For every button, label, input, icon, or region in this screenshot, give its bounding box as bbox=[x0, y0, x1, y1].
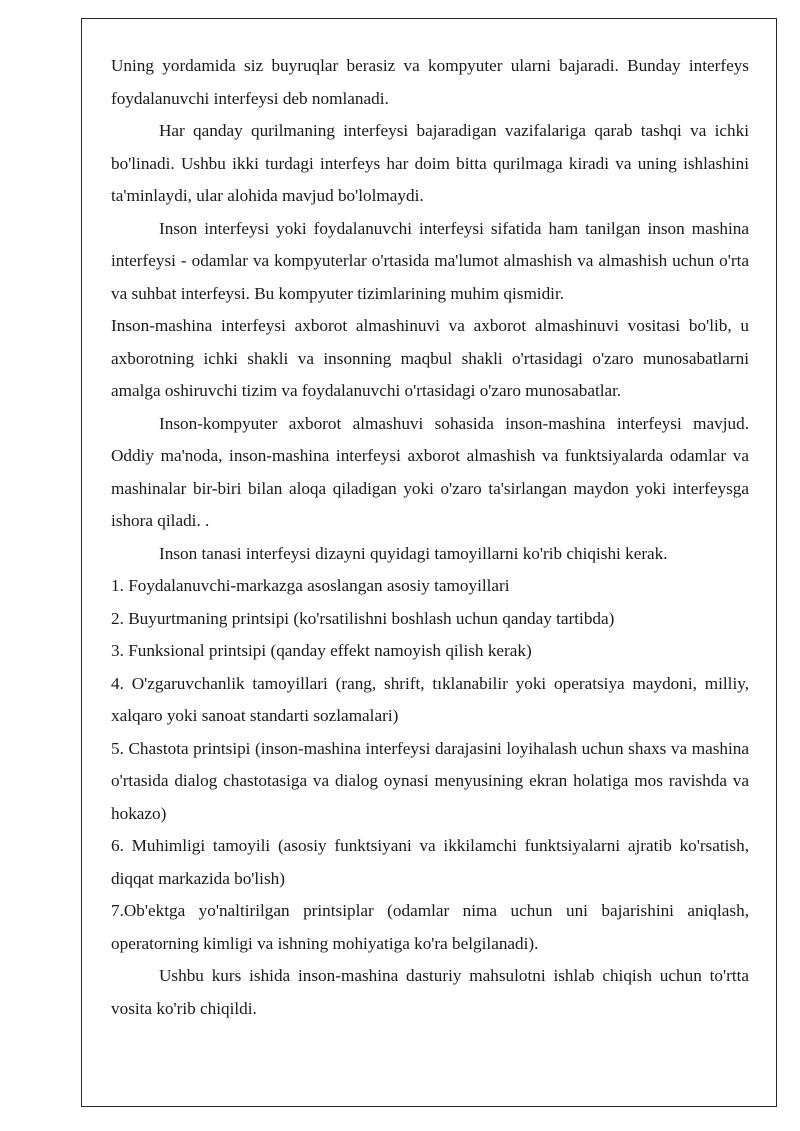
paragraph-human-machine-definition: Inson interfeysi yoki foydalanuvchi interfeysi sifatida ham tanilgan inson mashina interfeysi - odamlar va kompyuterlar o'rtasida ma'lumot almashish va almashish uchun o'rta va suhbat interfeysi. Bu kompyuter tizimlarining muhim qismidir. bbox=[111, 218, 749, 303]
paragraph-conclusion: Ushbu kurs ishida inson-mashina dasturiy mahsulotni ishlab chiqish uchun to'rtta vosita ko'rib chiqildi. bbox=[111, 966, 749, 1018]
paragraph-hci-field: Inson-kompyuter axborot almashuvi sohasida inson-mashina interfeysi mavjud. Oddiy ma'noda, inson-mashina interfeysi axborot almashish va funktsiyalarda odamlar va mashinalar bir-biri bilan aloqa qiladigan yoki o'zaro ta'sirlangan maydon yoki interfeysga ishora qiladi. . bbox=[111, 413, 749, 530]
paragraph-internal-external: Har qanday qurilmaning interfeysi bajaradigan vazifalariga qarab tashqi va ichki bo'linadi. Ushbu ikki turdagi interfeys har doim bitta qurilmaga kiradi va uning ishlashini ta'minlaydi, ular alohida mavjud bo'lolmaydi. bbox=[111, 121, 749, 205]
list-item-principle-3: 3. Funksional printsipi (qanday effekt namoyish qilish kerak) bbox=[111, 641, 532, 660]
list-item-principle-2: 2. Buyurtmaning printsipi (ko'rsatilishni boshlash uchun qanday tartibda) bbox=[111, 608, 615, 628]
list-item-principle-6: 6. Muhimligi tamoyili (asosiy funktsiyani va ikkilamchi funktsiyalarni ajratib ko'rsatish, diqqat markazida bo'lish) bbox=[111, 836, 749, 888]
list-item-principle-5: 5. Chastota printsipi (inson-mashina interfeysi darajasini loyihalash uchun shaxs va mashina o'rtasida dialog chastotasiga va dialog oynasi menyusining ekran holatiga mos ravishda va hokazo) bbox=[111, 738, 749, 823]
list-item-principle-7: 7.Ob'ektga yo'naltirilgan printsiplar (odamlar nima uchun uni bajarishini aniqlash, operatorning kimligi va ishning mohiyatiga ko'ra belgilanadi). bbox=[111, 901, 749, 953]
list-item-principle-1: 1. Foydalanuvchi-markazga asoslangan asosiy tamoyillari bbox=[111, 576, 510, 595]
list-item-principle-4: 4. O'zgaruvchanlik tamoyillari (rang, shrift, tıklanabilir yoki operatsiya maydoni, milliy, xalqaro yoki sanoat standarti sozlamalari) bbox=[111, 673, 749, 725]
document-body bbox=[111, 50, 749, 1025]
paragraph-information-exchange: Inson-mashina interfeysi axborot almashinuvi va axborot almashinuvi vositasi bo'lib, u axborotning ichki shakli va insonning maqbul shakli o'rtasidagi o'zaro munosabatlarni amalga oshiruvchi tizim va foydalanuvchi o'rtasidagi o'zaro munosabatlar. bbox=[111, 316, 749, 400]
paragraph-interface-intro: Uning yordamida siz buyruqlar berasiz va kompyuter ularni bajaradi. Bunday interfeys foydalanuvchi interfeysi deb nomlanadi. bbox=[111, 56, 749, 108]
paragraph-design-principles-intro: Inson tanasi interfeysi dizayni quyidagi tamoyillarni ko'rib chiqishi kerak. bbox=[159, 543, 668, 563]
